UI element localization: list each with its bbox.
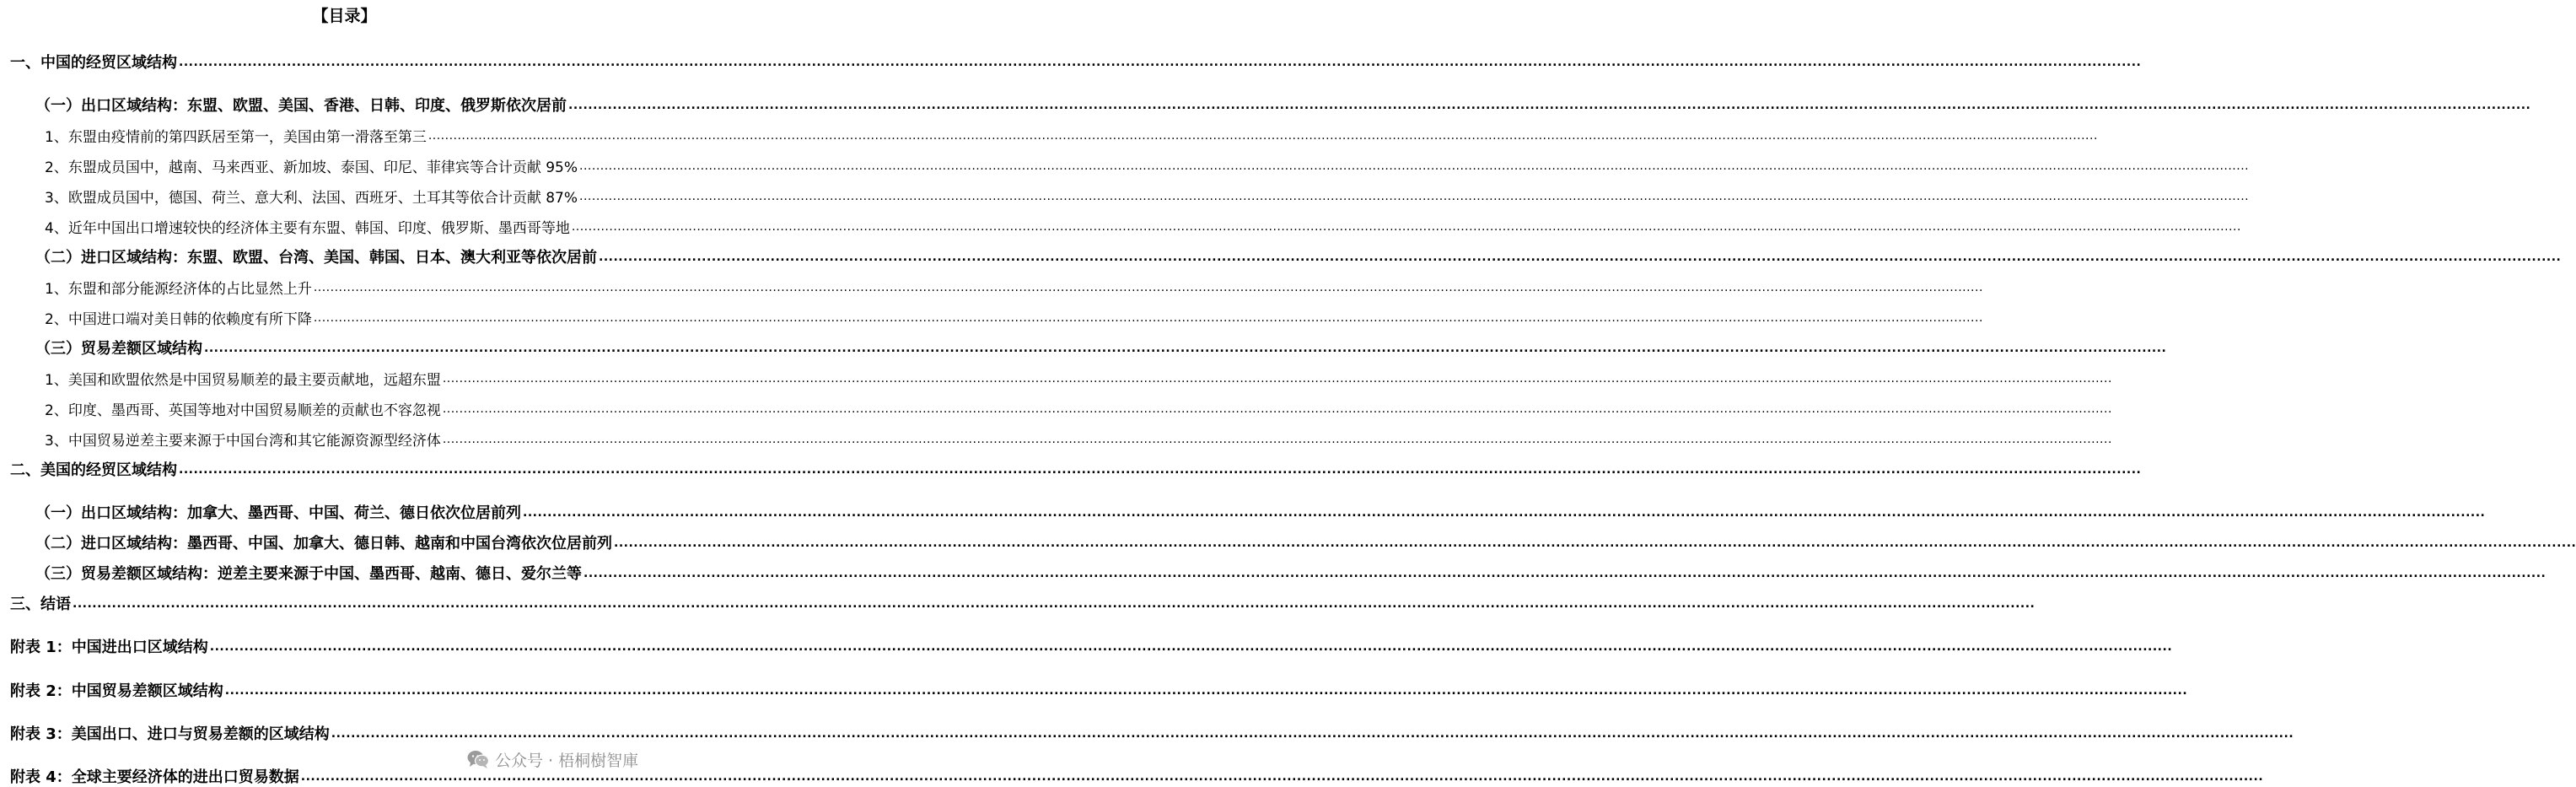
toc-entry[interactable] <box>0 155 2250 176</box>
toc-entry-text: 附表 1：中国进出口区域结构 <box>10 639 208 656</box>
watermark <box>463 748 642 770</box>
toc-title: 【目录】 <box>312 7 377 25</box>
toc-entry-text: （三）贸易差额区域结构 <box>35 340 202 358</box>
dot-leader: ................................................................................................................................................................................................................................................................................................................................................................................................................ <box>568 99 2531 112</box>
dot-leader: ................................................................................................................................................................................................................................................................................................................................................................................................................ <box>614 536 2576 550</box>
dot-leader: ................................................................................................................................................................................................................................................................................................................................................................................................................ <box>442 372 2112 385</box>
toc-entry-text: （一）出口区域结构：加拿大、墨西哥、中国、荷兰、德日依次位居前列 <box>35 504 521 522</box>
toc-entry[interactable] <box>0 429 2112 450</box>
dot-leader: ................................................................................................................................................................................................................................................................................................................................................................................................................ <box>331 727 2294 741</box>
toc-entry[interactable] <box>0 125 2098 146</box>
toc-entry-text: （二）进口区域结构：墨西哥、中国、加拿大、德日韩、越南和中国台湾依次位居前列 <box>35 535 612 553</box>
toc-entry-text: 三、结语 <box>10 596 71 613</box>
watermark-text: 公众号 · 梧桐樹智庫 <box>495 751 639 770</box>
toc-entry-text: 2、东盟成员国中，越南、马来西亚、新加坡、泰国、印尼、菲律宾等合计贡献 95% <box>45 159 578 176</box>
toc-entry[interactable] <box>0 532 2576 553</box>
toc-entry-text: 附表 3：美国出口、进口与贸易差额的区域结构 <box>10 725 330 743</box>
toc-entry[interactable] <box>0 94 2531 115</box>
toc-entry[interactable] <box>0 186 2250 207</box>
toc-entry[interactable] <box>0 680 2188 700</box>
dot-leader: ................................................................................................................................................................................................................................................................................................................................................................................................................ <box>179 463 2142 477</box>
toc-entry[interactable] <box>0 502 2486 522</box>
toc-entry[interactable] <box>0 636 2173 656</box>
toc-entry[interactable] <box>0 593 2036 613</box>
toc-entry[interactable] <box>0 277 1983 298</box>
dot-leader: ................................................................................................................................................................................................................................................................................................................................................................................................................ <box>204 342 2167 355</box>
toc-entry-text: 1、美国和欧盟依然是中国贸易顺差的最主要贡献地，远超东盟 <box>45 371 441 389</box>
toc-entry[interactable] <box>0 563 2546 583</box>
toc-entry-text: 4、近年中国出口增速较快的经济体主要有东盟、韩国、印度、俄罗斯、墨西哥等地 <box>45 219 570 237</box>
toc-entry-text: 1、东盟和部分能源经济体的占比显然上升 <box>45 280 312 298</box>
toc-entry[interactable] <box>0 398 2112 419</box>
toc-entry-text: 附表 2：中国贸易差额区域结构 <box>10 682 223 700</box>
toc-entry-text: （一）出口区域结构：东盟、欧盟、美国、香港、日韩、印度、俄罗斯依次居前 <box>35 97 567 115</box>
toc-entry-text: 3、中国贸易逆差主要来源于中国台湾和其它能源资源型经济体 <box>45 432 441 450</box>
dot-leader: ................................................................................................................................................................................................................................................................................................................................................................................................................ <box>73 597 2036 611</box>
dot-leader: ................................................................................................................................................................................................................................................................................................................................................................................................................ <box>313 311 1983 325</box>
dot-leader: ................................................................................................................................................................................................................................................................................................................................................................................................................ <box>579 190 2250 203</box>
dot-leader: ................................................................................................................................................................................................................................................................................................................................................................................................................ <box>179 56 2142 69</box>
dot-leader: ................................................................................................................................................................................................................................................................................................................................................................................................................ <box>442 402 2112 416</box>
toc-entry-text: 二、美国的经贸区域结构 <box>10 461 177 479</box>
toc-entry-text: （三）贸易差额区域结构：逆差主要来源于中国、墨西哥、越南、德日、爱尔兰等 <box>35 565 582 583</box>
wechat-icon <box>466 749 490 769</box>
dot-leader: ................................................................................................................................................................................................................................................................................................................................................................................................................ <box>428 129 2098 143</box>
toc-entry[interactable] <box>0 307 1983 328</box>
dot-leader: ................................................................................................................................................................................................................................................................................................................................................................................................................ <box>209 640 2173 654</box>
dot-leader: ................................................................................................................................................................................................................................................................................................................................................................................................................ <box>571 220 2241 234</box>
dot-leader: ................................................................................................................................................................................................................................................................................................................................................................................................................ <box>224 684 2188 698</box>
toc-entry[interactable] <box>0 216 2241 237</box>
dot-leader: ................................................................................................................................................................................................................................................................................................................................................................................................................ <box>579 159 2250 173</box>
dot-leader: ................................................................................................................................................................................................................................................................................................................................................................................................................ <box>583 567 2546 580</box>
toc-entry-text: 2、中国进口端对美日韩的依赖度有所下降 <box>45 310 312 328</box>
toc-entry[interactable] <box>0 51 2142 72</box>
toc-entry[interactable] <box>0 337 2167 358</box>
dot-leader: ................................................................................................................................................................................................................................................................................................................................................................................................................ <box>313 281 1983 294</box>
toc-entry-text: 一、中国的经贸区域结构 <box>10 54 177 72</box>
toc-entry-text: 1、东盟由疫情前的第四跃居至第一，美国由第一滑落至第三 <box>45 128 427 146</box>
dot-leader: ................................................................................................................................................................................................................................................................................................................................................................................................................ <box>599 251 2562 264</box>
dot-leader: ................................................................................................................................................................................................................................................................................................................................................................................................................ <box>523 506 2486 520</box>
toc-entry-text: （二）进口区域结构：东盟、欧盟、台湾、美国、韩国、日本、澳大利亚等依次居前 <box>35 249 597 267</box>
toc-entry-text: 附表 4：全球主要经济体的进出口贸易数据 <box>10 768 299 786</box>
toc-entry-text: 2、印度、墨西哥、英国等地对中国贸易顺差的贡献也不容忽视 <box>45 402 441 419</box>
toc-entry[interactable] <box>0 368 2112 389</box>
toc-entry[interactable] <box>0 459 2142 479</box>
dot-leader: ................................................................................................................................................................................................................................................................................................................................................................................................................ <box>442 433 2112 446</box>
dot-leader: ................................................................................................................................................................................................................................................................................................................................................................................................................ <box>300 770 2264 784</box>
toc-entry[interactable] <box>0 723 2294 743</box>
toc-entry-text: 3、欧盟成员国中，德国、荷兰、意大利、法国、西班牙、土耳其等依合计贡献 87% <box>45 189 578 207</box>
toc-entry[interactable] <box>0 246 2562 267</box>
